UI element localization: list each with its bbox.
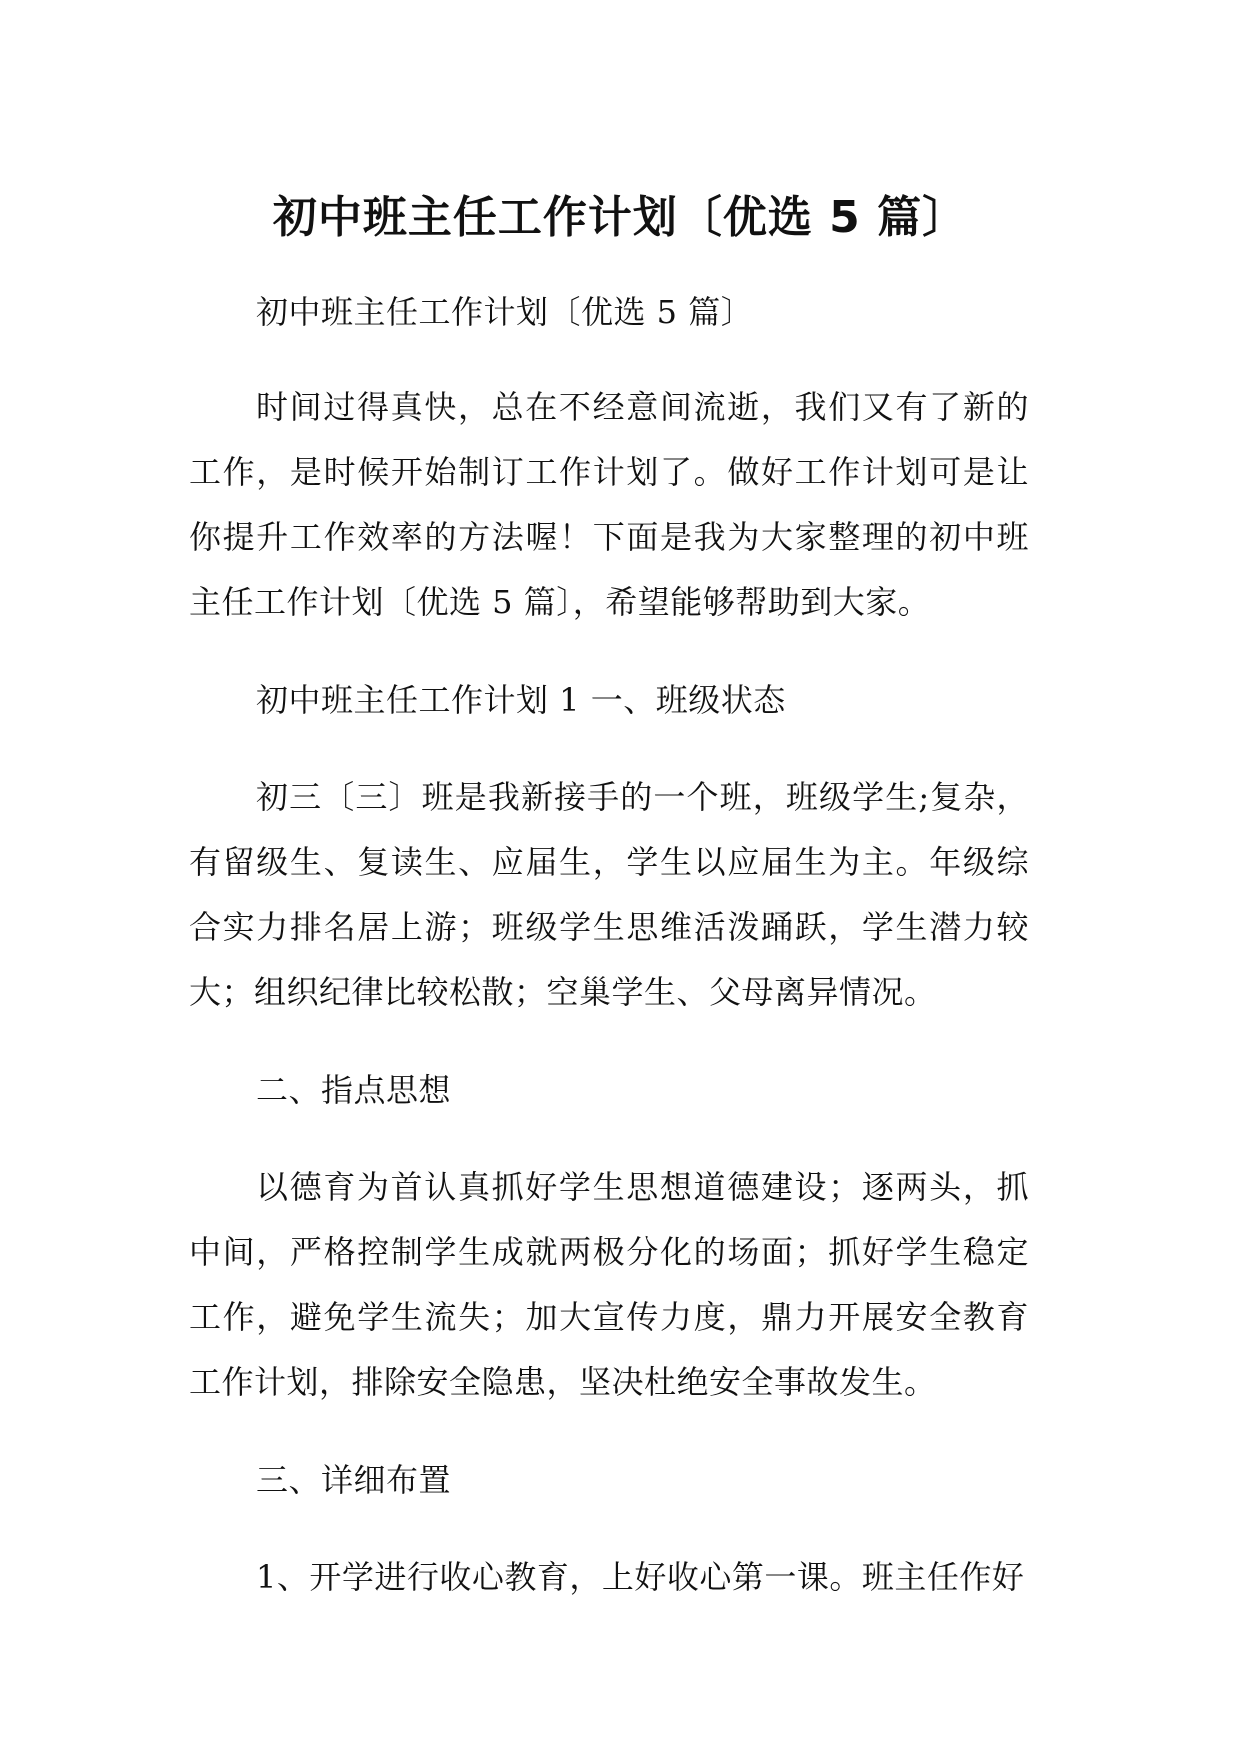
guiding-thought-heading: 二、指点思想 xyxy=(256,1071,452,1109)
subtitle-paragraph: 初中班主任工作计划〔优选 5 篇〕 xyxy=(256,293,754,331)
guiding-thought-paragraph: 以德育为首认真抓好学生思想道德建设；逐两头，抓中间，严格控制学生成就两极分化的场面；抓好学生稳定工作，避免学生流失；加大宣传力度，鼎力开展安全教育工作计划，排除安全隐患，坚决杜绝安全事故发生。 xyxy=(189,1168,1029,1401)
intro-paragraph: 时间过得真快，总在不经意间流逝，我们又有了新的工作，是时候开始制订工作计划了。做好工作计划可是让你提升工作效率的方法喔！下面是我为大家整理的初中班主任工作计划〔优选 5 篇〕，希望能够帮助到大家。 xyxy=(189,388,1029,621)
arrangement-item-1: 1、开学进行收心教育，上好收心第一课。班主任作好 xyxy=(256,1558,1025,1596)
document-title: 初中班主任工作计划〔优选 5 篇〕 xyxy=(272,192,968,243)
class-status-paragraph: 初三〔三〕班是我新接手的一个班，班级学生;复杂，有留级生、复读生、应届生，学生以应届生为主。年级综合实力排名居上游；班级学生思维活泼踊跃，学生潜力较大；组织纪律比较松散；空巢学生、父母离异情况。 xyxy=(189,778,1029,1011)
detailed-arrangement-heading: 三、详细布置 xyxy=(256,1461,452,1499)
plan-1-heading: 初中班主任工作计划 1 一、班级状态 xyxy=(256,681,786,719)
